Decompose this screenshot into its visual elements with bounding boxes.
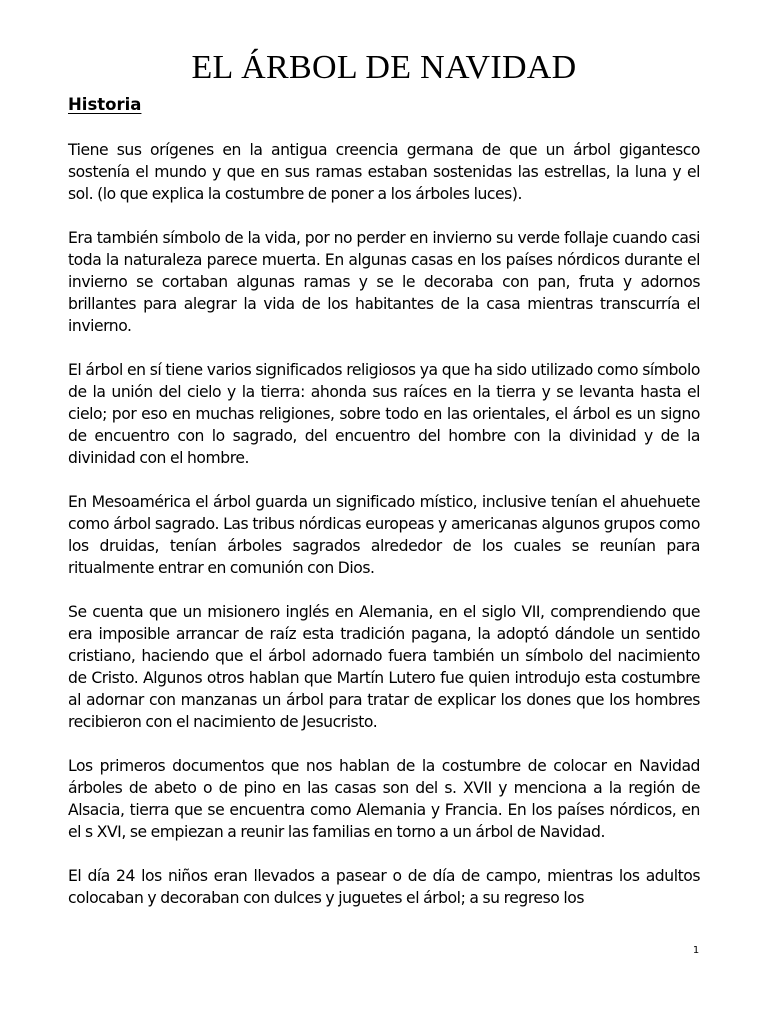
paragraph: Era también símbolo de la vida, por no perder en invierno su verde follaje cuando casi toda la naturaleza parece muerta. En algunas casas en los países nórdicos durante el invierno se cortaban algunas ramas y se le decoraba con pan, fruta y adornos brillantes para alegrar la vida de los habitantes de la casa mientras transcurría el invierno. [68, 229, 700, 335]
page-number: 1 [692, 945, 700, 956]
paragraph: En Mesoamérica el árbol guarda un significado místico, inclusive tenían el ahuehuete como árbol sagrado. Las tribus nórdicas europeas y americanas algunos grupos como los druidas, tenían árboles sagrados alrededor de los cuales se reunían para ritualmente entrar en comunión con Dios. [68, 493, 700, 577]
document-title: EL ÁRBOL DE NAVIDAD [191, 49, 577, 86]
paragraph: El día 24 los niños eran llevados a pasear o de día de campo, mientras los adultos colocaban y decoraban con dulces y juguetes el árbol; a su regreso los [68, 867, 700, 907]
paragraph: Se cuenta que un misionero inglés en Alemania, en el siglo VII, comprendiendo que era imposible arrancar de raíz esta tradición pagana, la adoptó dándole un sentido cristiano, haciendo que el árbol adornado fuera también un símbolo del nacimiento de Cristo. Algunos otros hablan que Martín Lutero fue quien introdujo esta costumbre al adornar con manzanas un árbol para tratar de explicar los dones que los hombres recibieron con el nacimiento de Jesucristo. [68, 603, 700, 731]
paragraph: Tiene sus orígenes en la antigua creencia germana de que un árbol gigantesco sostenía el mundo y que en sus ramas estaban sostenidas las estrellas, la luna y el sol. (lo que explica la costumbre de poner a los árboles luces). [68, 141, 700, 203]
paragraph: El árbol en sí tiene varios significados religiosos ya que ha sido utilizado como símbolo de la unión del cielo y la tierra: ahonda sus raíces en la tierra y se levanta hasta el cielo; por eso en muchas religiones, sobre todo en las orientales, el árbol es un signo de encuentro con lo sagrado, del encuentro del hombre con la divinidad y de la divinidad con el hombre. [68, 361, 700, 467]
body-text [68, 139, 700, 931]
section-heading-historia: Historia [68, 95, 142, 114]
paragraph: Los primeros documentos que nos hablan de la costumbre de colocar en Navidad árboles de abeto o de pino en las casas son del s. XVII y menciona a la región de Alsacia, tierra que se encuentra como Alemania y Francia. En los países nórdicos, en el s XVI, se empiezan a reunir las familias en torno a un árbol de Navidad. [68, 757, 700, 841]
